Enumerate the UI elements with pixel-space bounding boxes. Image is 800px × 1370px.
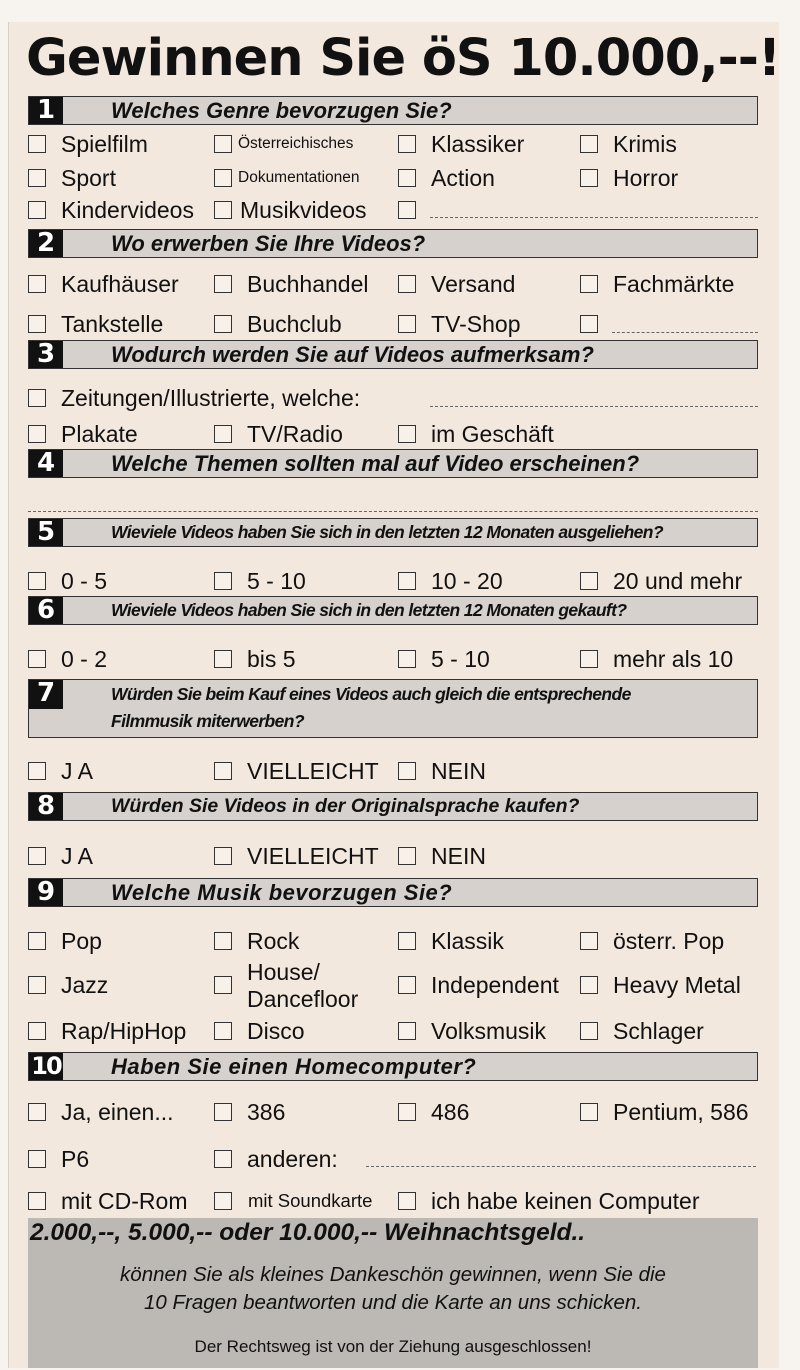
option-label-line-1: House/ [247,959,320,985]
option-label: bis 5 [247,646,296,672]
checkbox[interactable] [580,572,598,590]
question-number: 9 [29,879,63,906]
option-label: 0 - 2 [61,646,108,672]
option-other-genre[interactable] [398,197,418,223]
legal-notice: Der Rechtsweg ist von der Ziehung ausgeschlossen! [194,1337,592,1356]
checkbox[interactable] [28,389,46,407]
option-label: Pentium, 586 [613,1099,749,1125]
zeitungen-line[interactable] [430,406,758,407]
option-label: Rock [247,928,300,954]
checkbox[interactable] [580,275,598,293]
question-4-header [28,449,758,478]
checkbox[interactable] [214,932,232,950]
question-1-header [28,96,758,125]
checkbox[interactable] [398,315,416,333]
checkbox[interactable] [398,932,416,950]
option-label: Versand [431,271,516,297]
option-label: Klassik [431,928,504,954]
checkbox[interactable] [580,1022,598,1040]
option-label: Buchhandel [247,271,369,297]
checkbox[interactable] [398,1103,416,1121]
option-label: Ja, einen... [61,1099,174,1125]
option-label: 10 - 20 [431,568,503,594]
checkbox[interactable] [214,1022,232,1040]
checkbox[interactable] [580,650,598,668]
source-other-line[interactable] [612,332,758,333]
question-2-header [28,229,758,258]
option-label: Krimis [613,131,677,157]
question-number: 8 [29,793,63,820]
option-label: mehr als 10 [613,646,734,672]
option-label: 0 - 5 [61,568,108,594]
promo-line-2: 10 Fragen beantworten und die Karte an uns schicken. [143,1291,643,1314]
option-label: P6 [61,1146,90,1172]
option-label: anderen: [247,1146,338,1172]
checkbox[interactable] [214,1103,232,1121]
option-label: Action [431,165,495,191]
option-label: 386 [247,1099,286,1125]
question-9-header [28,878,758,907]
option-label: Volksmusik [431,1018,547,1044]
question-text: Welches Genre bevorzugen Sie? [111,98,452,123]
checkbox[interactable] [580,932,598,950]
checkbox[interactable] [398,1192,416,1210]
option-label: 5 - 10 [431,646,490,672]
option-label: NEIN [431,843,486,869]
question-3-header [28,340,758,369]
checkbox[interactable] [28,1150,46,1168]
page-title: Gewinnen Sie öS 10.000,--! [26,29,781,88]
checkbox[interactable] [398,650,416,668]
checkbox[interactable] [28,847,46,865]
option-label: mit Soundkarte [248,1190,373,1211]
checkbox[interactable] [398,169,416,187]
checkbox[interactable] [214,425,232,443]
checkbox[interactable] [398,201,416,219]
question-text: Wieviele Videos haben Sie sich in den letzten 12 Monaten gekauft? [111,600,627,620]
option-label: Independent [431,972,559,998]
question-number: 10 [29,1053,63,1080]
option-label: Sport [61,165,116,191]
option-label: Rap/HipHop [61,1018,187,1044]
checkbox[interactable] [580,315,598,333]
question-number: 4 [29,450,63,477]
option-label: mit CD-Rom [61,1188,188,1214]
checkbox[interactable] [28,650,46,668]
checkbox[interactable] [214,275,232,293]
question-number: 6 [29,597,63,624]
option-label-line-2: Dancefloor [247,986,359,1012]
checkbox[interactable] [28,1103,46,1121]
option-label: 486 [431,1099,470,1125]
question-number: 2 [29,230,63,257]
option-label: Kindervideos [61,197,194,223]
promo-line-1: können Sie als kleines Dankeschön gewinnen, wenn Sie die [120,1263,666,1286]
option-label: Disco [247,1018,305,1044]
option-label: Musikvideos [240,197,367,223]
checkbox[interactable] [28,1022,46,1040]
question-number: 7 [29,680,63,709]
option-label: 20 und mehr [613,568,743,594]
option-label: Dokumentationen [238,169,360,186]
option-label: VIELLEICHT [247,843,379,869]
question-text: Wodurch werden Sie auf Videos aufmerksam? [111,342,594,367]
checkbox[interactable] [398,762,416,780]
question-text-line-2: Filmmusik miterwerben? [111,711,304,731]
checkbox[interactable] [28,315,46,333]
checkbox[interactable] [214,650,232,668]
checkbox[interactable] [214,847,232,865]
checkbox[interactable] [28,1192,46,1210]
themen-line[interactable] [28,511,758,512]
checkbox[interactable] [398,976,416,994]
question-5-header [28,518,758,547]
checkbox[interactable] [28,201,46,219]
checkbox[interactable] [28,135,46,153]
checkbox[interactable] [28,425,46,443]
promo-headline: 2.000,--, 5.000,-- oder 10.000,-- Weihnachtsgeld.. [30,1219,586,1246]
option-label: J A [61,843,93,869]
checkbox[interactable] [398,135,416,153]
checkbox[interactable] [214,135,232,153]
option-label: im Geschäft [431,421,554,447]
option-label: Plakate [61,421,138,447]
question-8-header [28,792,758,821]
option-label: TV/Radio [247,421,343,447]
option-label: österr. Pop [613,928,725,954]
question-text: Würden Sie Videos in der Originalsprache kaufen? [111,795,580,817]
checkbox[interactable] [580,976,598,994]
question-number: 5 [29,519,63,546]
checkbox[interactable] [214,1192,232,1210]
question-text: Wo erwerben Sie Ihre Videos? [111,231,426,256]
checkbox[interactable] [398,1022,416,1040]
option-other-source[interactable] [580,311,600,337]
option-label: Jazz [61,972,109,998]
option-label: Klassiker [431,131,525,157]
checkbox[interactable] [28,762,46,780]
checkbox[interactable] [28,169,46,187]
checkbox[interactable] [398,425,416,443]
checkbox[interactable] [580,1103,598,1121]
option-label: Schlager [613,1018,704,1044]
question-number: 3 [29,341,63,368]
option-label: Buchclub [247,311,342,337]
option-label: Horror [613,165,679,191]
checkbox[interactable] [398,275,416,293]
option-label: NEIN [431,758,486,784]
option-label: Pop [61,928,102,954]
question-text: Welche Musik bevorzugen Sie? [111,880,453,905]
checkbox[interactable] [214,315,232,333]
checkbox[interactable] [398,572,416,590]
checkbox[interactable] [28,572,46,590]
checkbox[interactable] [214,169,232,187]
option-label: TV-Shop [431,311,521,337]
option-label: Heavy Metal [613,972,741,998]
checkbox[interactable] [580,135,598,153]
question-6-header [28,596,758,625]
option-label: Zeitungen/Illustrierte, welche: [61,385,361,411]
question-text: Haben Sie einen Homecomputer? [111,1054,477,1079]
checkbox[interactable] [214,201,232,219]
checkbox[interactable] [28,275,46,293]
option-label: 5 - 10 [247,568,306,594]
option-label: VIELLEICHT [247,758,379,784]
option-label: Fachmärkte [613,271,735,297]
question-7-header [28,679,758,738]
option-label: J A [61,758,93,784]
option-label: Österreichisches [238,135,354,152]
checkbox[interactable] [214,976,232,994]
question-number: 1 [29,97,63,124]
checkbox[interactable] [28,976,46,994]
question-text-line-1: Würden Sie beim Kauf eines Videos auch gleich die entsprechende [111,684,631,704]
checkbox[interactable] [214,572,232,590]
question-text: Wieviele Videos haben Sie sich in den letzten 12 Monaten ausgeliehen? [111,522,663,542]
checkbox[interactable] [214,1150,232,1168]
genre-other-line[interactable] [430,217,758,218]
option-label: Tankstelle [61,311,164,337]
option-label: ich habe keinen Computer [431,1188,700,1214]
question-10-header [28,1052,758,1081]
question-text: Welche Themen sollten mal auf Video erscheinen? [111,451,640,476]
anderen-line[interactable] [366,1166,756,1167]
checkbox[interactable] [580,169,598,187]
checkbox[interactable] [398,847,416,865]
option-label: Spielfilm [61,131,148,157]
option-label: Kaufhäuser [61,271,179,297]
checkbox[interactable] [214,762,232,780]
checkbox[interactable] [28,932,46,950]
